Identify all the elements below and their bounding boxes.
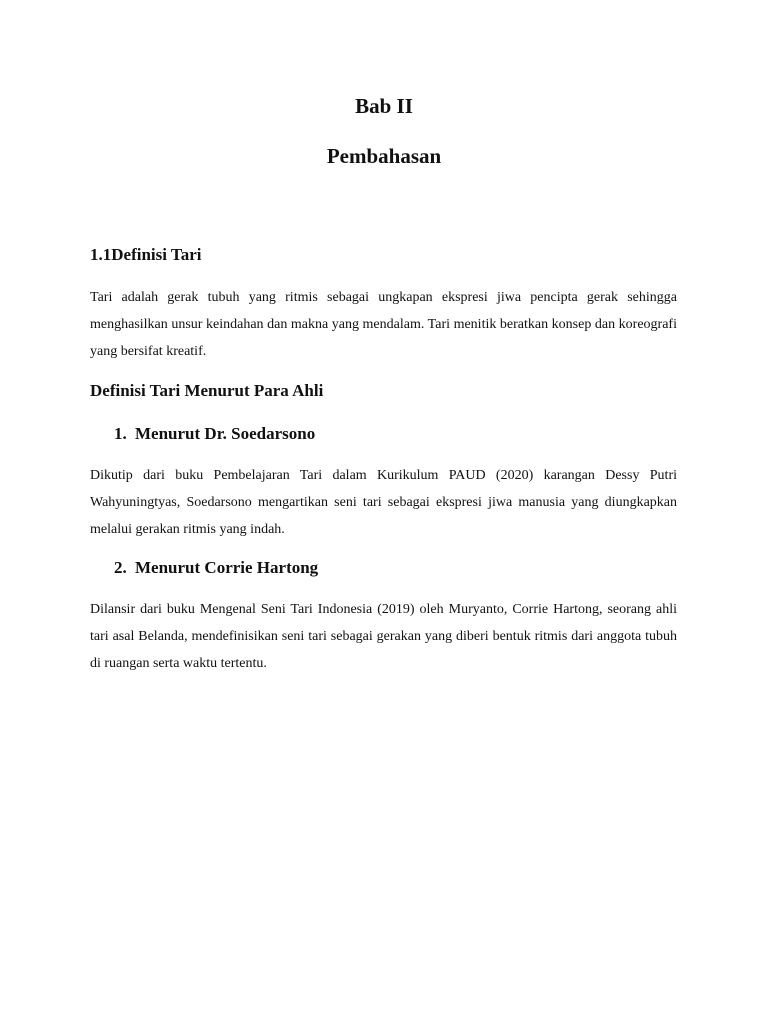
list-item-title: Menurut Corrie Hartong: [135, 558, 319, 577]
list-item-heading: [114, 558, 318, 578]
list-item-title: Menurut Dr. Soedarsono: [135, 424, 316, 443]
chapter-number: Bab II: [355, 94, 413, 118]
chapter-title: Pembahasan: [326, 144, 442, 168]
subsection-heading: Definisi Tari Menurut Para Ahli: [90, 381, 324, 400]
list-item-number: 2.: [114, 558, 127, 577]
list-item-number: 1.: [114, 424, 127, 443]
list-item-paragraph: Dilansir dari buku Mengenal Seni Tari Indonesia (2019) oleh Muryanto, Corrie Hartong, seorang ahli tari asal Belanda, mendefinisikan seni tari sebagai gerakan yang diberi bentuk ritmis dari anggota tubuh di ruangan serta waktu tertentu.: [90, 602, 677, 671]
section-heading: 1.1Definisi Tari: [90, 245, 202, 264]
section-paragraph: Tari adalah gerak tubuh yang ritmis sebagai ungkapan ekspresi jiwa pencipta gerak sehingga menghasilkan unsur keindahan dan makna yang mendalam. Tari menitik beratkan konsep dan koreografi yang bersifat kreatif.: [90, 290, 677, 359]
list-item-paragraph: Dikutip dari buku Pembelajaran Tari dalam Kurikulum PAUD (2020) karangan Dessy Putri Wahyuningtyas, Soedarsono mengartikan seni tari sebagai ekspresi jiwa manusia yang diungkapkan melalui gerakan ritmis yang indah.: [90, 468, 677, 537]
list-item-heading: [114, 424, 315, 444]
